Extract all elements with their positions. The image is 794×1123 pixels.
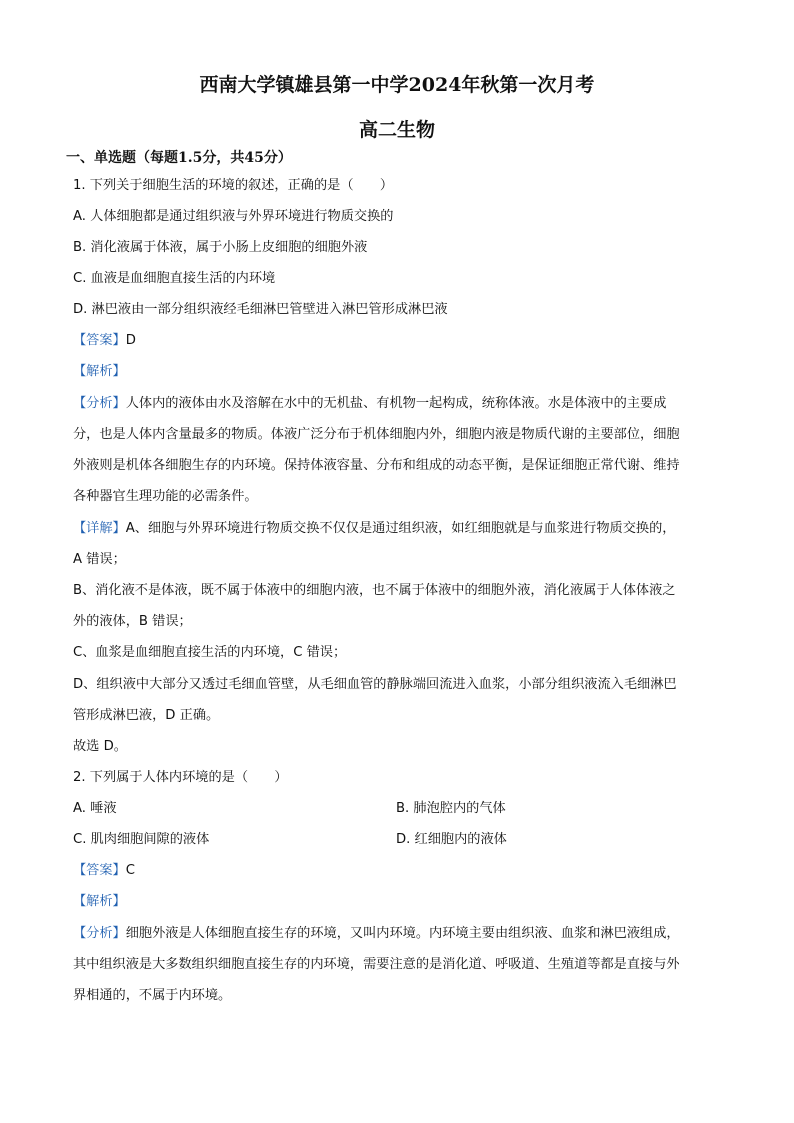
question-1-xiangjie-line: A 错误； <box>73 552 126 567</box>
question-1-stem: 1. 下列关于细胞生活的环境的叙述，正确的是（ ） <box>73 178 394 193</box>
answer-tag: 【答案】 <box>73 863 126 878</box>
question-1-xiangjie-line: 【详解】A、细胞与外界环境进行物质交换不仅仅是通过组织液，如红细胞就是与血浆进行物质交换的， <box>73 521 676 536</box>
question-2-fenxi-line: 【分析】细胞外液是人体细胞直接生存的环境，又叫内环境。内环境主要由组织液、血浆和淋巴液组成， <box>73 926 680 941</box>
question-1-analysis-tag: 【解析】 <box>73 364 126 379</box>
question-1-fenxi-line: 【分析】人体内的液体由水及溶解在水中的无机盐、有机物一起构成，统称体液。水是体液中的主要成 <box>73 396 667 411</box>
question-1-xiangjie-line: C、血浆是血细胞直接生活的内环境，C 错误； <box>73 645 347 660</box>
question-2-analysis-tag: 【解析】 <box>73 894 126 909</box>
answer-value: C <box>125 863 135 878</box>
question-2-option-d: D. 红细胞内的液体 <box>396 832 507 847</box>
question-2-option-a: A. 唾液 <box>73 801 117 816</box>
question-2-stem: 2. 下列属于人体内环境的是（ ） <box>73 770 288 785</box>
question-2-fenxi-line: 界相通的，不属于内环境。 <box>73 988 232 1003</box>
question-2-answer <box>73 861 135 881</box>
question-1-answer <box>73 331 136 351</box>
question-2-option-c: C. 肌肉细胞间隙的液体 <box>73 832 210 847</box>
question-1-xiangjie-line: 管形成淋巴液，D 正确。 <box>73 708 220 723</box>
question-2-option-b: B. 肺泡腔内的气体 <box>396 801 506 816</box>
question-1-option-b: B. 消化液属于体液，属于小肠上皮细胞的细胞外液 <box>73 240 368 255</box>
answer-value: D <box>125 333 136 348</box>
xiangjie-tag: 【详解】 <box>73 521 126 536</box>
question-1-xiangjie-line: 外的液体，B 错误； <box>73 614 192 629</box>
question-1-fenxi-line: 分，也是人体内含量最多的物质。体液广泛分布于机体细胞内外，细胞内液是物质代谢的主要部位，细胞 <box>73 427 680 442</box>
document-subtitle: 高二生物 <box>358 119 435 141</box>
question-1-xiangjie-line: D、组织液中大部分又透过毛细血管壁，从毛细血管的静脉端回流进入血浆，小部分组织液流入毛细淋巴 <box>73 677 677 692</box>
fenxi-tag: 【分析】 <box>73 396 126 411</box>
fenxi-tag: 【分析】 <box>73 926 126 941</box>
question-1-conclusion: 故选 D。 <box>73 739 127 754</box>
question-1-option-a: A. 人体细胞都是通过组织液与外界环境进行物质交换的 <box>73 209 394 224</box>
question-1-fenxi-line: 外液则是机体各细胞生存的内环境。保持体液容量、分布和组成的动态平衡，是保证细胞正常代谢、维持 <box>73 458 680 473</box>
question-1-option-d: D. 淋巴液由一部分组织液经毛细淋巴管壁进入淋巴管形成淋巴液 <box>73 302 448 317</box>
section-heading: 一、单选题（每题1.5分，共45分） <box>66 150 292 166</box>
question-1-xiangjie-line: B、消化液不是体液，既不属于体液中的细胞内液，也不属于体液中的细胞外液，消化液属于人体体液之 <box>73 583 676 598</box>
document-title: 西南大学镇雄县第一中学2024年秋第一次月考 <box>199 74 595 96</box>
answer-tag: 【答案】 <box>73 333 126 348</box>
question-1-fenxi-line: 各种器官生理功能的必需条件。 <box>73 489 258 504</box>
question-2-fenxi-line: 其中组织液是大多数组织细胞直接生存的内环境，需要注意的是消化道、呼吸道、生殖道等都是直接与外 <box>73 957 680 972</box>
question-1-option-c: C. 血液是血细胞直接生活的内环境 <box>73 271 276 286</box>
